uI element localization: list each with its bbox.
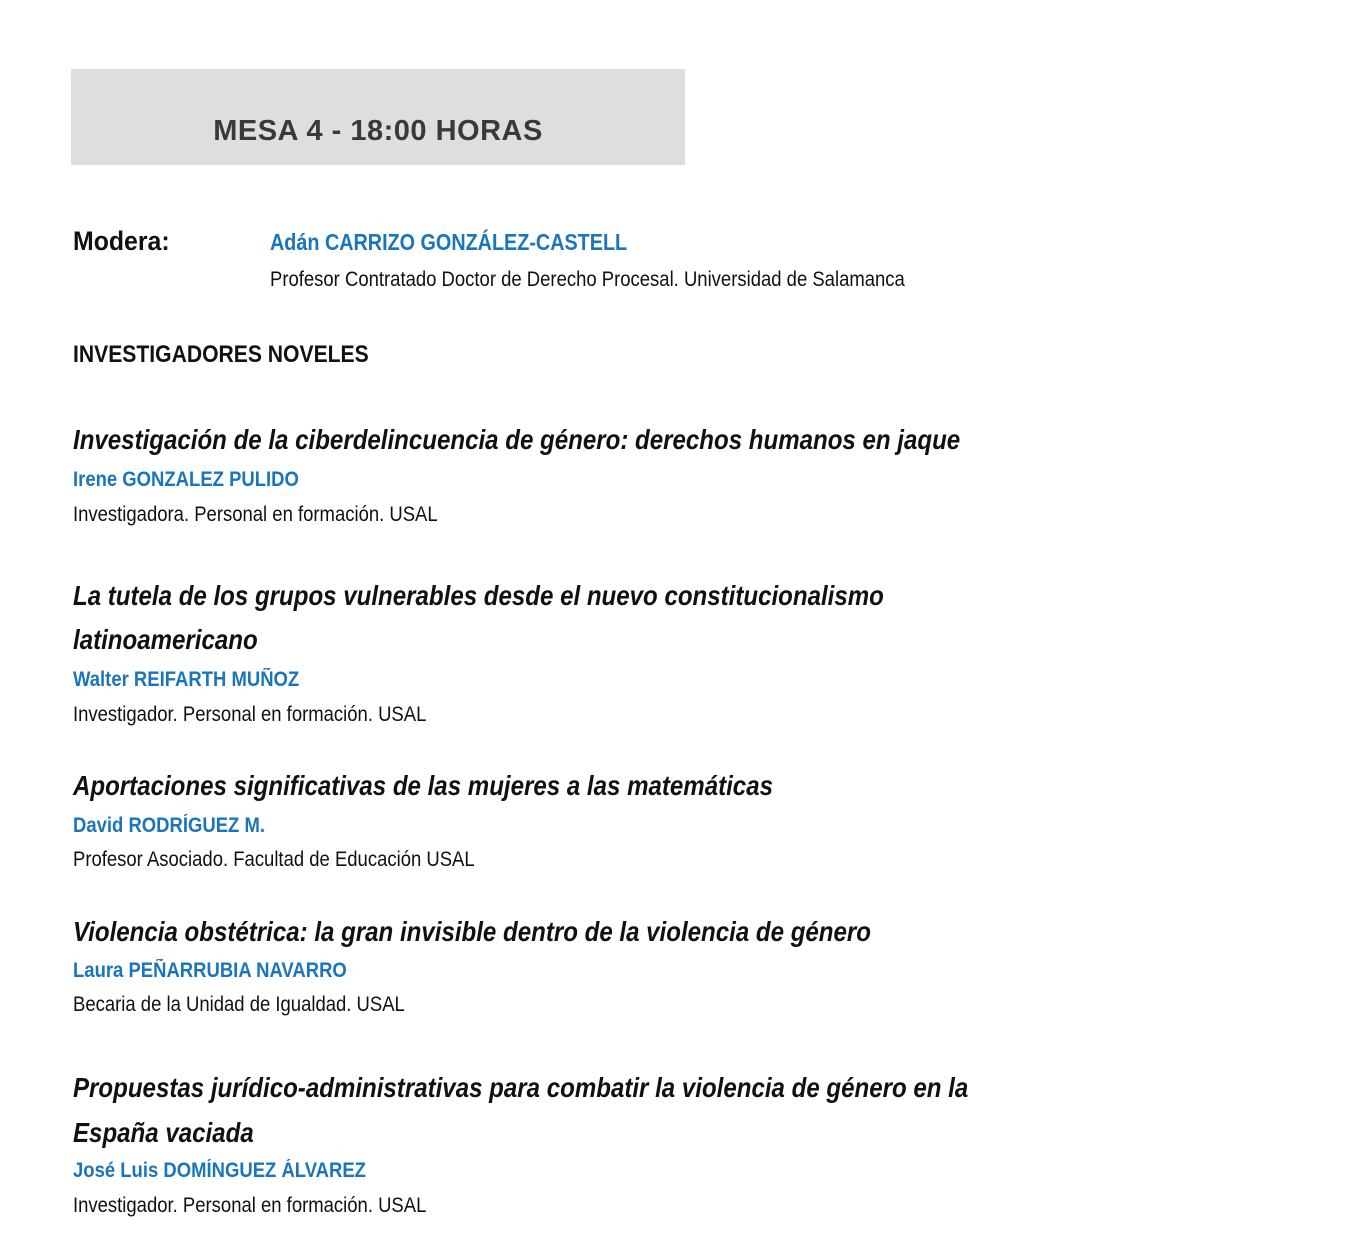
talk-affiliation: Profesor Asociado. Facultad de Educación USAL: [73, 848, 475, 871]
section-title: INVESTIGADORES NOVELES: [73, 341, 369, 368]
talk-title: Violencia obstétrica: la gran invisible dentro de la violencia de género: [73, 916, 871, 947]
talk-affiliation: Investigador. Personal en formación. USAL: [73, 1194, 427, 1217]
talk-author: Laura PEÑARRUBIA NAVARRO: [73, 959, 347, 982]
moderator-name: Adán CARRIZO GONZÁLEZ-CASTELL: [270, 229, 628, 255]
talk-title: Propuestas jurídico-administrativas para combatir la violencia de género en la: [73, 1072, 969, 1103]
talk-author: Irene GONZALEZ PULIDO: [73, 468, 299, 491]
talk-title-continuation: latinoamericano: [73, 624, 258, 655]
talk-author: David RODRÍGUEZ M.: [73, 814, 266, 837]
talk-affiliation: Becaria de la Unidad de Igualdad. USAL: [73, 993, 405, 1016]
talk-author: Walter REIFARTH MUÑOZ: [73, 668, 300, 691]
moderator-label: Modera:: [73, 226, 170, 256]
talk-affiliation: Investigador. Personal en formación. USAL: [73, 703, 427, 726]
moderator-role: Profesor Contratado Doctor de Derecho Procesal. Universidad de Salamanca: [270, 268, 905, 291]
talk-title: La tutela de los grupos vulnerables desde el nuevo constitucionalismo: [73, 580, 884, 611]
talk-affiliation: Investigadora. Personal en formación. USAL: [73, 503, 438, 526]
talk-title-continuation: España vaciada: [73, 1117, 254, 1148]
talk-title: Investigación de la ciberdelincuencia de género: derechos humanos en jaque: [73, 424, 961, 455]
session-title: MESA 4 - 18:00 HORAS: [213, 115, 543, 147]
talk-title: Aportaciones significativas de las mujeres a las matemáticas: [73, 770, 773, 801]
session-header: [71, 69, 685, 165]
talk-author: José Luis DOMÍNGUEZ ÁLVAREZ: [73, 1159, 366, 1182]
